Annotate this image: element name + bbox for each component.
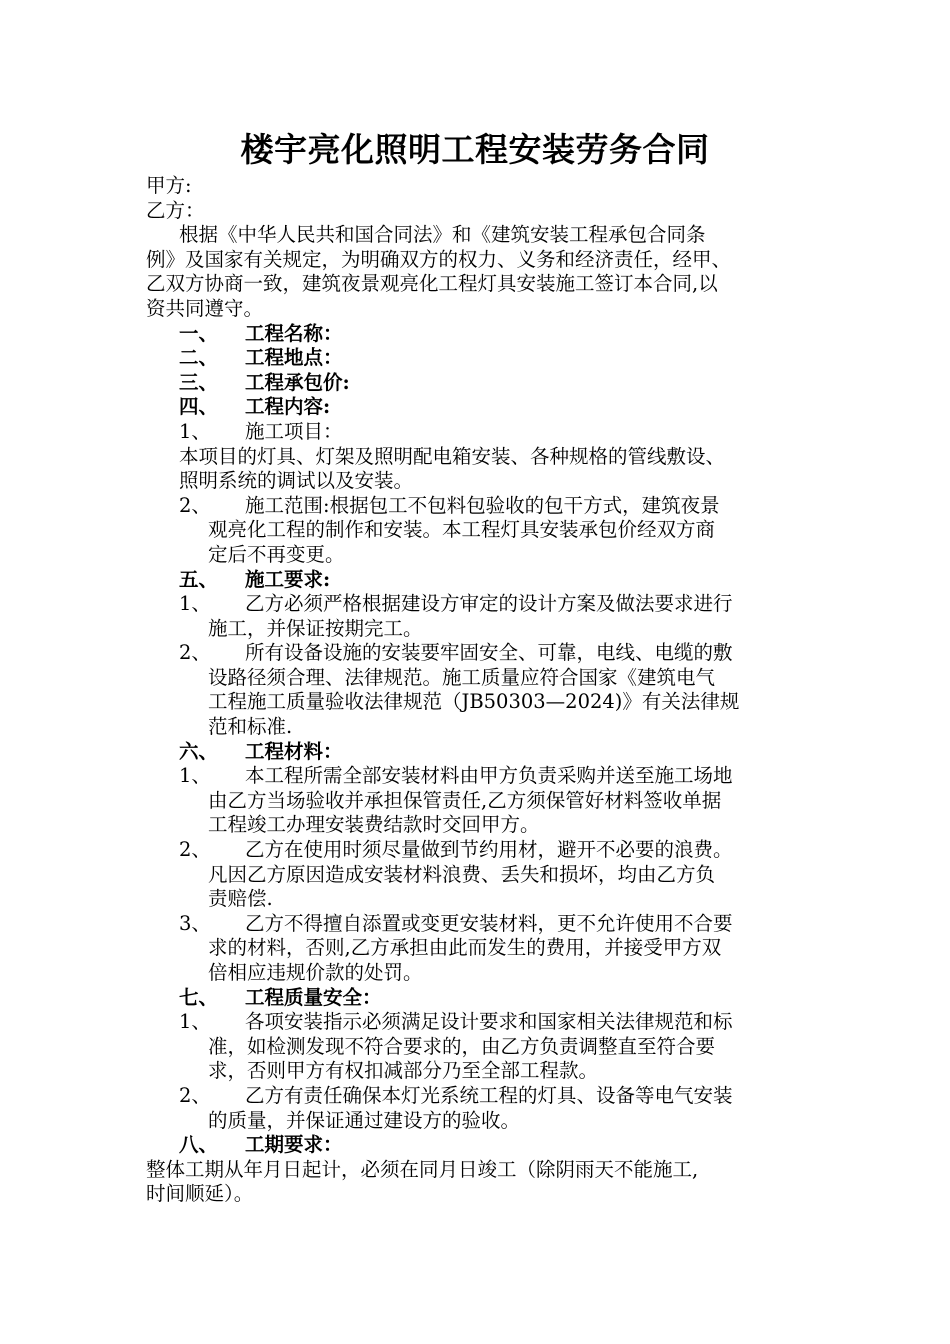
- section-number: 四、: [179, 395, 219, 419]
- item-number: 1、: [179, 419, 211, 443]
- section-label: 工程名称：: [245, 321, 343, 345]
- section-label: 施工要求:: [245, 567, 331, 591]
- section-number: 二、: [179, 346, 219, 370]
- item-text: 乙方在使用时须尽量做到节约用材，避开不必要的浪费。: [245, 838, 733, 862]
- item-continuation: 范和标准.: [208, 715, 293, 739]
- item-continuation: 设路径须合理、法律规范。施工质量应符合国家《建筑电气: [208, 665, 716, 689]
- section-number: 七、: [179, 985, 219, 1009]
- section-heading-4: [146, 395, 811, 420]
- section-heading-2: [146, 346, 811, 371]
- item-continuation: 工程竣工办理安装费结款时交回甲方。: [208, 813, 540, 837]
- list-item: [146, 764, 811, 789]
- paragraph-line: 时间顺延）。: [146, 1182, 254, 1206]
- list-item: [146, 1010, 811, 1035]
- item-number: 1、: [179, 592, 211, 616]
- item-text: 施工范围:根据包工不包料包验收的包干方式，建筑夜景: [245, 493, 720, 517]
- preamble-line: 例》及国家有关规定，为明确双方的权力、义务和经济责任，经甲、: [146, 247, 732, 271]
- section-label: 工期要求：: [245, 1133, 343, 1157]
- party-a: 甲方:: [146, 174, 192, 197]
- paragraph-line: 本项目的灯具、灯架及照明配电箱安装、各种规格的管线敷设、: [179, 444, 726, 468]
- item-text: 本工程所需全部安装材料由甲方负责采购并送至施工场地: [245, 764, 733, 788]
- section-label: 工程材料：: [245, 739, 343, 763]
- preamble-line: 根据《中华人民共和国合同法》和《建筑安装工程承包合同条: [179, 223, 706, 247]
- party-b: 乙方：: [146, 198, 205, 222]
- item-continuation: 工程施工质量验收法律规范（JB50303—2024)》有关法律规: [208, 690, 740, 714]
- preamble: [146, 223, 811, 321]
- item-text: 乙方必须严格根据建设方审定的设计方案及做法要求进行: [245, 592, 733, 616]
- paragraph-line: 照明系统的调试以及安装。: [179, 469, 414, 493]
- item-continuation: 责赔偿.: [208, 887, 273, 911]
- preamble-line: 资共同遵守。: [146, 296, 264, 320]
- item-number: 1、: [179, 764, 211, 788]
- document-title: 楼宇亮化照明工程安装劳务合同: [240, 130, 710, 169]
- item-number: 2、: [179, 493, 211, 517]
- document-body: [146, 174, 811, 1207]
- list-item: [146, 494, 811, 519]
- paragraph-line: 整体工期从年月日起计，必须在同月日竣工（除阴雨天不能施工,: [146, 1157, 699, 1181]
- item-number: 2、: [179, 838, 211, 862]
- item-continuation: 观亮化工程的制作和安装。本工程灯具安装承包价经双方商: [208, 518, 716, 542]
- preamble-line: 乙双方协商一致，建筑夜景观亮化工程灯具安装施工签订本合同,以: [146, 272, 718, 296]
- section-label: 工程承包价:: [245, 370, 350, 394]
- item-number: 2、: [179, 1083, 211, 1107]
- item-continuation: 求的材料，否则,乙方承担由此而发生的费用，并接受甲方双: [208, 936, 722, 960]
- section-heading-1: [146, 322, 811, 347]
- section-number: 一、: [179, 321, 219, 345]
- section-number: 五、: [179, 567, 219, 591]
- item-continuation: 定后不再变更。: [208, 542, 345, 566]
- section-number: 八、: [179, 1133, 219, 1157]
- list-item: [146, 1084, 811, 1109]
- section-heading-3: [146, 371, 811, 396]
- list-item: [146, 641, 811, 666]
- item-continuation: 倍相应违规价款的处罚。: [208, 961, 423, 984]
- item-continuation: 由乙方当场验收并承担保管责任,乙方须保管好材料签收单据: [208, 788, 722, 812]
- section-heading-7: [146, 986, 811, 1011]
- section-label: 工程质量安全：: [245, 985, 382, 1009]
- item-number: 3、: [179, 911, 211, 935]
- item-number: 1、: [179, 1010, 211, 1034]
- list-item: [146, 838, 811, 863]
- section-label: 工程地点：: [245, 346, 343, 370]
- item-continuation: 凡因乙方原因造成安装材料浪费、丢失和损坏，均由乙方负: [208, 862, 716, 886]
- list-item: [146, 592, 811, 617]
- item-text: 各项安装指示必须满足设计要求和国家相关法律规范和标: [245, 1010, 733, 1034]
- item-continuation: 施工，并保证按期完工。: [208, 616, 423, 640]
- item-continuation: 求，否则甲方有权扣减部分乃至全部工程款。: [208, 1059, 599, 1083]
- section-number: 三、: [179, 370, 219, 394]
- section-label: 工程内容:: [245, 395, 331, 419]
- item-number: 2、: [179, 641, 211, 665]
- item-text: 乙方不得擅自添置或变更安装材料，更不允许使用不合要: [245, 911, 733, 935]
- item-label: 施工项目：: [245, 419, 343, 443]
- item-text: 所有设备设施的安装要牢固安全、可靠，电线、电缆的敷: [245, 641, 733, 665]
- section-heading-8: [146, 1133, 811, 1158]
- list-item: [146, 420, 811, 445]
- item-continuation: 的质量，并保证通过建设方的验收。: [208, 1108, 521, 1132]
- section-number: 六、: [179, 739, 219, 763]
- section-heading-6: [146, 740, 811, 765]
- list-item: [146, 912, 811, 937]
- item-text: 乙方有责任确保本灯光系统工程的灯具、设备等电气安装: [245, 1083, 733, 1107]
- item-continuation: 准，如检测发现不符合要求的，由乙方负责调整直至符合要: [208, 1034, 716, 1058]
- section-heading-5: [146, 568, 811, 593]
